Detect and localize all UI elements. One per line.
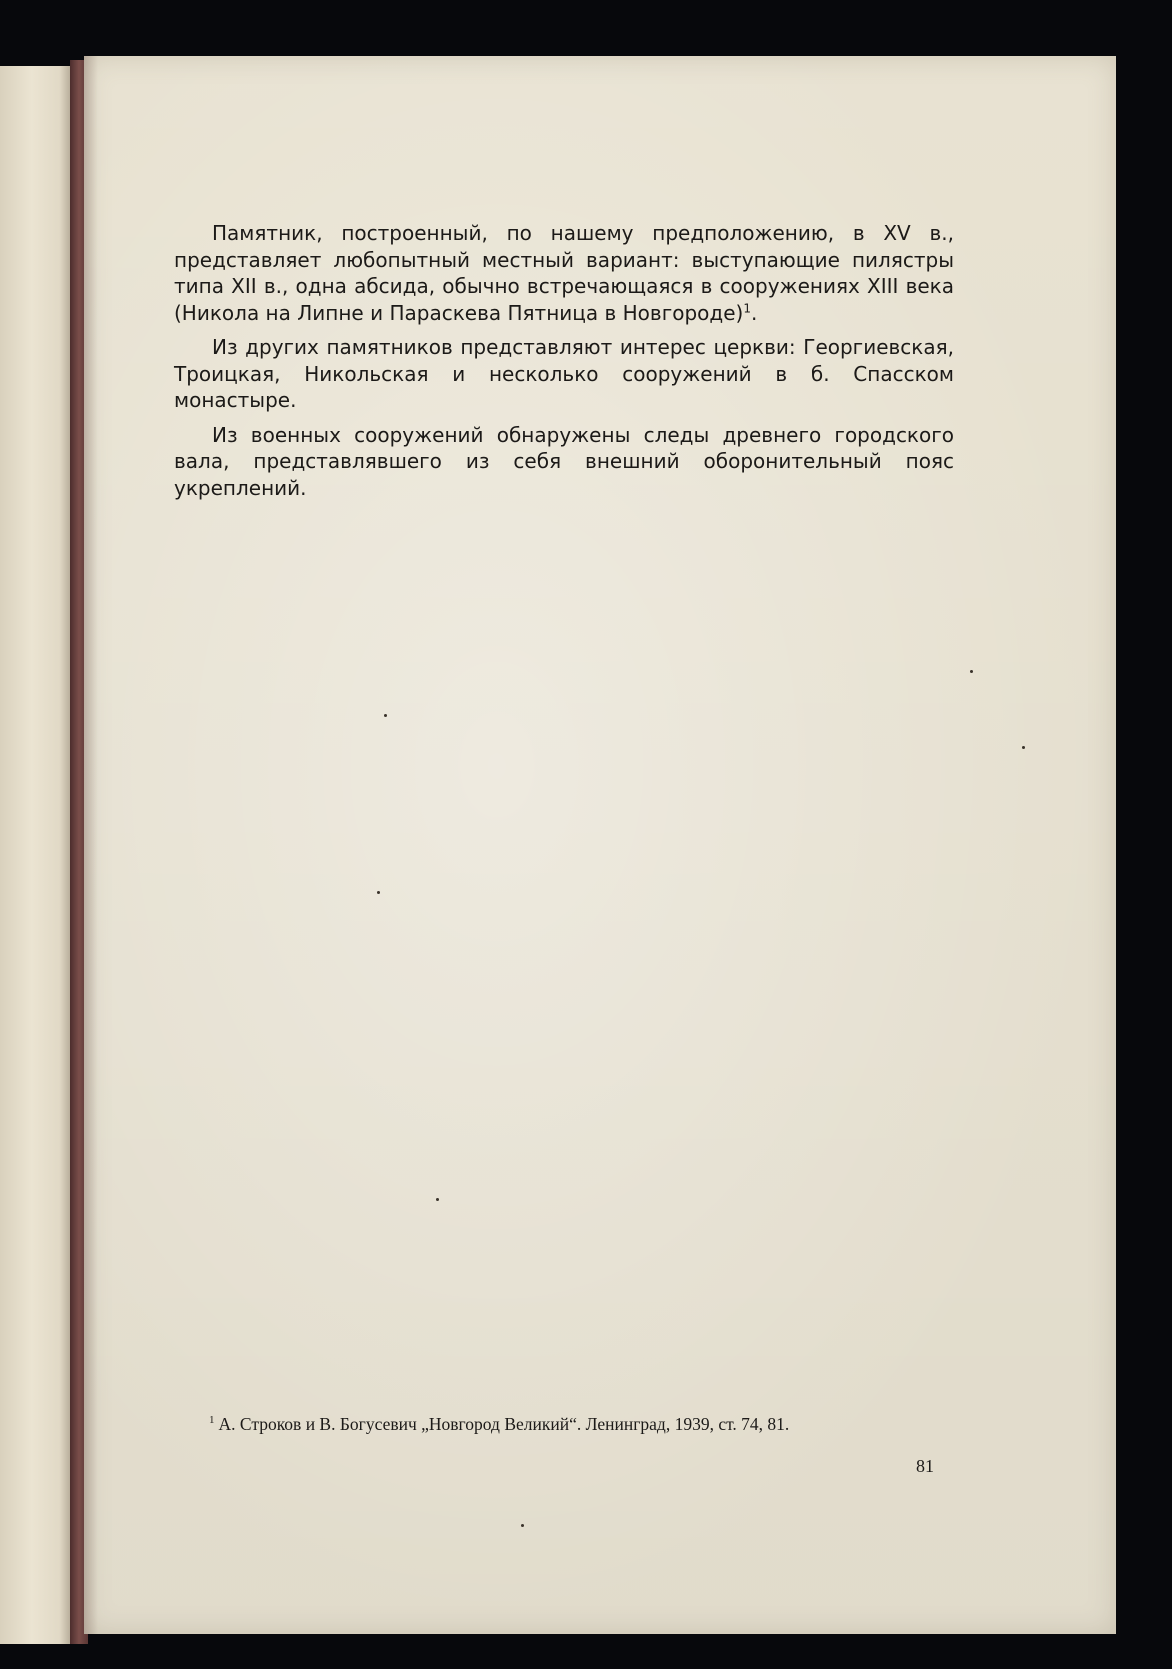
paper-speck — [377, 891, 380, 894]
paragraph-1-tail: . — [750, 300, 758, 325]
left-page-edge — [0, 66, 70, 1644]
footnote-reference: 1 — [743, 300, 751, 315]
paper-speck — [970, 670, 973, 673]
paragraph-2: Из других памятников представляют интерес церкви: Георгиевская, Троицкая, Никольская и несколько сооружений в б. Спасском монастыре. — [174, 335, 954, 412]
paragraph-1 — [174, 220, 954, 326]
paper-speck — [384, 714, 387, 717]
paper-speck — [436, 1198, 439, 1201]
paragraph-1-text: Памятник, построенный, по нашему предположению, в XV в., представляет любопытный местный вариант: выступающие пилястры типа XII в., одна абсида, обычно встречающаяся в сооружениях XIII века (Никола на Липне и Параскева Пятница в Новгороде) — [174, 221, 954, 325]
main-text — [174, 220, 954, 509]
page-number: 81 — [916, 1456, 934, 1476]
paper-speck — [521, 1524, 524, 1527]
footnote — [209, 1414, 989, 1435]
paragraph-3: Из военных сооружений обнаружены следы древнего городского вала, представлявшего из себя внешний оборонительный пояс укреплений. — [174, 422, 954, 500]
gutter-shadow — [84, 56, 98, 1634]
book-page — [84, 56, 1116, 1634]
paper-speck — [1022, 746, 1025, 749]
footnote-marker: 1 — [209, 1414, 215, 1427]
footnote-text: А. Строков и В. Богусевич „Новгород Великий“. Ленинград, 1939, ст. 74, 81. — [218, 1414, 790, 1434]
